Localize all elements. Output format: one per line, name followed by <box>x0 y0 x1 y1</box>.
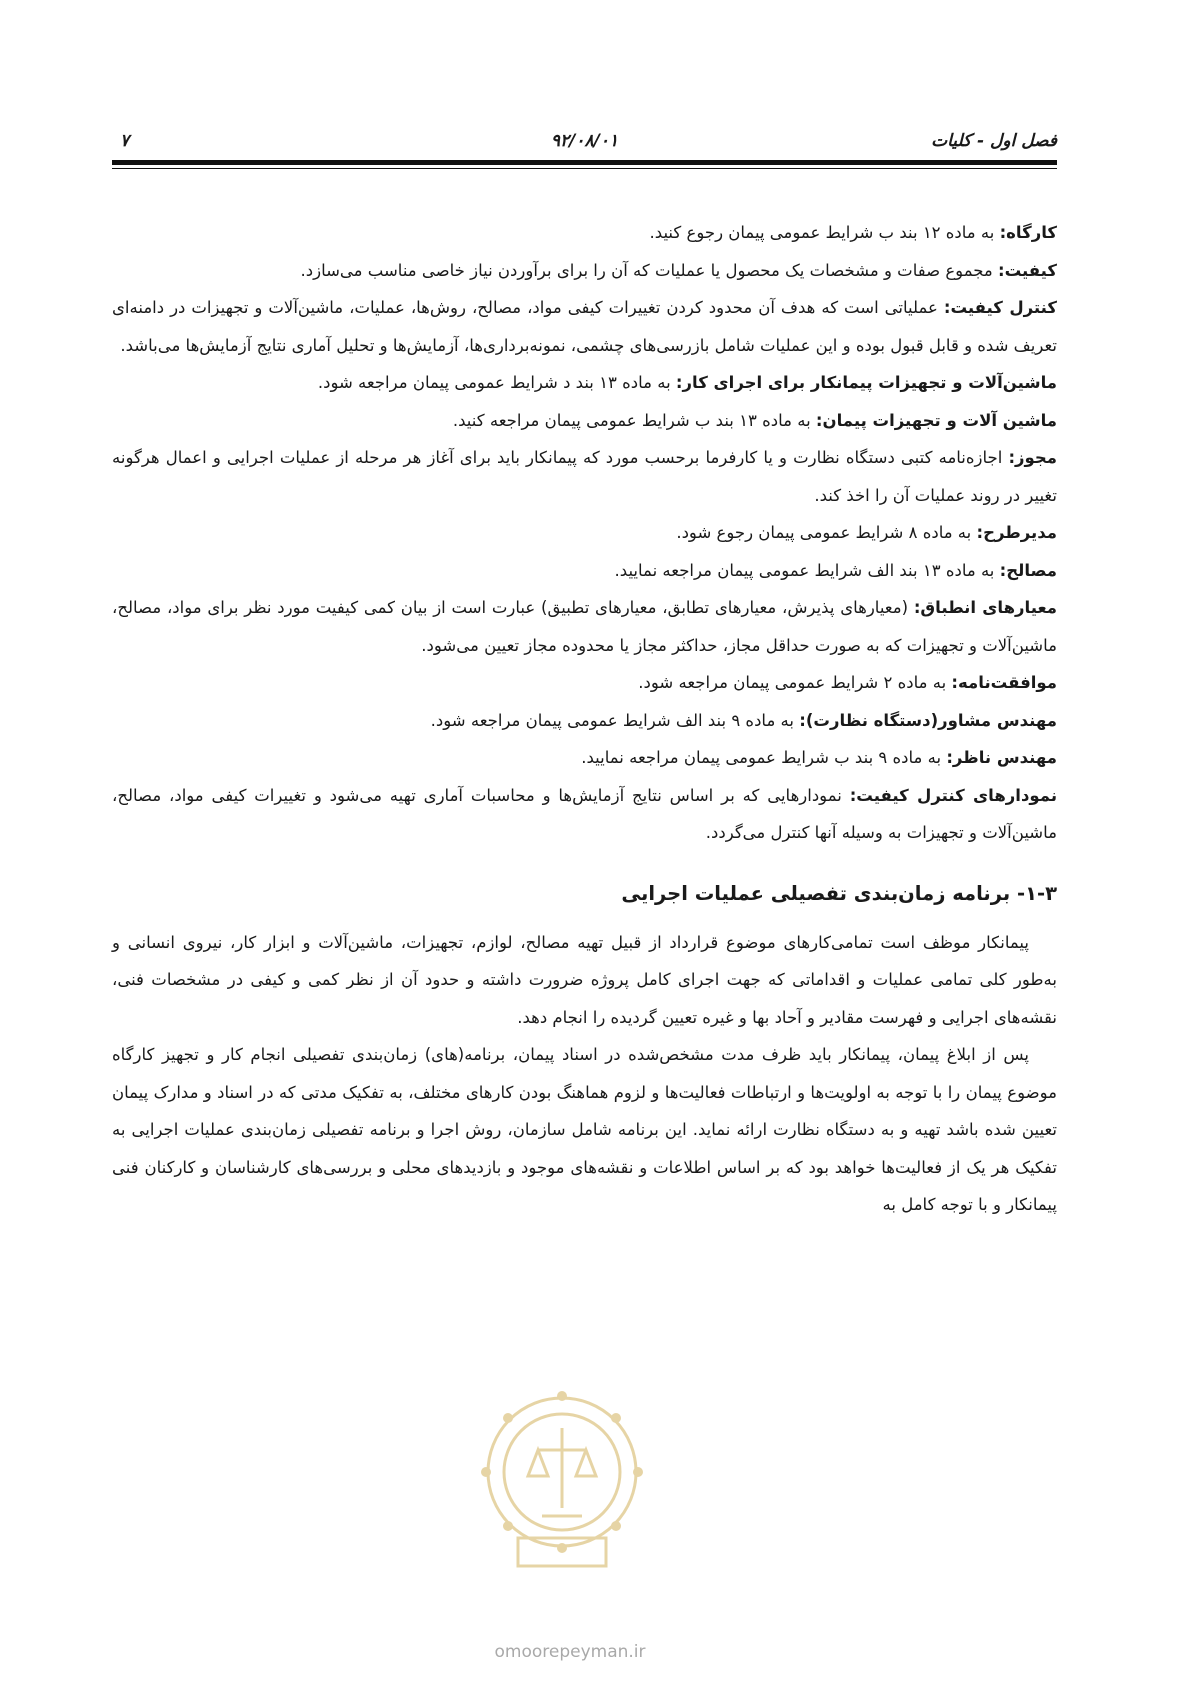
definition-term: مهندس ناظر: <box>946 748 1057 767</box>
header-rule-thick <box>112 160 1057 165</box>
definition-item <box>112 252 1057 290</box>
definition-item <box>112 589 1057 664</box>
definition-text: به ماده ۱۳ بند د شرایط عمومی پیمان مراجعه شود. <box>317 373 676 392</box>
definition-term: مدیرطرح: <box>976 523 1057 542</box>
definition-term: ماشین آلات و تجهیزات پیمان: <box>815 410 1057 430</box>
definition-text: اجازه‌نامه کتبی دستگاه نظارت و یا کارفرما برحسب مورد که پیمانکار باید برای آغاز هر مرحله از عملیات اجرایی و اعمال هرگونه تغییر در روند عملیات آن را اخذ کند. <box>112 448 1057 505</box>
definition-text: نمودارهایی که بر اساس نتایج آزمایش‌ها و محاسبات آماری تهیه می‌شود و تغییرات کیفی مواد، مصالح، ماشین‌آلات و تجهیزات به وسیله آنها کنترل می‌گردد. <box>112 785 1057 842</box>
definition-item <box>112 739 1057 777</box>
document-body <box>112 214 1057 1224</box>
page-header <box>112 128 1057 154</box>
definition-text: به ماده ۲ شرایط عمومی پیمان مراجعه شود. <box>638 673 952 692</box>
definition-text: (معیارهای پذیرش، معیارهای تطابق، معیارهای تطبیق) عبارت است از بیان کمی کیفیت مورد نظر برای مواد، مصالح، ماشین‌آلات و تجهیزات که به صورت حداقل مجاز، حداکثر مجاز یا محدوده مجاز تعیین می‌شود. <box>112 598 1057 655</box>
definition-term: کارگاه: <box>999 223 1057 242</box>
page-number: ۷ <box>120 131 130 151</box>
definition-term: مصالح: <box>999 560 1057 580</box>
seal-watermark-icon <box>478 1388 646 1578</box>
header-date: ۹۲/۰۸/۰۱ <box>550 131 619 151</box>
section-heading: ۱-۳- برنامه زمان‌بندی تفصیلی عملیات اجرایی <box>621 881 1057 905</box>
definition-item <box>112 214 1057 252</box>
definition-term: کنترل کیفیت: <box>943 298 1058 317</box>
definition-term: مهندس مشاور(دستگاه نظارت): <box>799 710 1057 730</box>
definition-text: به ماده ۸ شرایط عمومی پیمان رجوع شود. <box>676 523 977 542</box>
body-paragraph: پس از ابلاغ پیمان، پیمانکار باید ظرف مدت مشخص‌شده در اسناد پیمان، برنامه(های) زمان‌بندی تفصیلی انجام کار و تجهیز کارگاه موضوع پیمان را با توجه به اولویت‌ها و ارتباطات فعالیت‌ها و لزوم هماهنگ بودن کارهای مختلف، به تفکیک مدتی که در اسناد و مدارک پیمان تعیین شده باشد تهیه و به دستگاه نظارت ارائه نماید. این برنامه شامل سازمان، روش اجرا و برنامه تفصیلی زمان‌بندی عملیات اجرایی به تفکیک هر یک از فعالیت‌ها خواهد بود که بر اساس اطلاعات و نقشه‌های موجود و بازدیدهای محلی و بررسی‌های کارشناسان و کارکنان فنی پیمانکار و با توجه کامل به <box>112 1045 1057 1214</box>
definition-text: به ماده ۹ بند الف شرایط عمومی پیمان مراجعه شود. <box>430 710 800 730</box>
definition-term: ماشین‌آلات و تجهیزات پیمانکار برای اجرای کار: <box>675 373 1057 392</box>
definition-item <box>112 402 1057 440</box>
definition-text: به ماده ۹ بند ب شرایط عمومی پیمان مراجعه نمایید. <box>581 748 947 767</box>
watermark-site: omoorepeyman.ir <box>494 1642 646 1662</box>
definition-item <box>112 777 1057 852</box>
body-paragraph: پیمانکار موظف است تمامی‌کارهای موضوع قرارداد از قبیل تهیه مصالح، لوازم، تجهیزات، ماشین‌آلات و ابزار کار، نیروی انسانی و به‌طور کلی تمامی عملیات و اقداماتی که جهت اجرای کامل پروژه ضرورت داشته و حدود آن از نظر کمی و کیفی در مشخصات فنی، نقشه‌های اجرایی و فهرست مقادیر و آحاد بها و غیره تعیین گردیده را انجام دهد. <box>112 932 1057 1027</box>
definition-item <box>112 664 1057 702</box>
definition-item <box>112 514 1057 552</box>
definition-item <box>112 439 1057 514</box>
definition-text: مجموع صفات و مشخصات یک محصول یا عملیات که آن را برای برآوردن نیاز خاصی مناسب می‌سازد. <box>300 260 998 280</box>
definition-text: عملیاتی است که هدف آن محدود کردن تغییرات کیفی مواد، مصالح، روش‌ها، عملیات، ماشین‌آلات و تجهیزات در دامنه‌ای تعریف شده و قابل قبول بوده و این عملیات شامل بازرسی‌های چشمی، نمونه‌برداری‌ها، آزمایش‌ها و تحلیل آماری نتایج آزمایش‌ها می‌باشد. <box>112 298 1057 355</box>
definition-term: کیفیت: <box>997 260 1057 280</box>
definition-item <box>112 289 1057 364</box>
definition-term: نمودارهای کنترل کیفیت: <box>849 785 1058 805</box>
definition-term: موافقت‌نامه: <box>951 673 1057 692</box>
definition-item <box>112 552 1057 590</box>
definition-term: مجوز: <box>1008 448 1057 467</box>
definition-term: معیارهای انطباق: <box>913 598 1057 617</box>
chapter-title: فصل اول - کلیات <box>931 131 1057 151</box>
definition-text: به ماده ۱۲ بند ب شرایط عمومی پیمان رجوع کنید. <box>649 223 1000 242</box>
definition-item <box>112 364 1057 402</box>
definition-text: به ماده ۱۳ بند ب شرایط عمومی پیمان مراجعه کنید. <box>452 410 816 430</box>
definition-item <box>112 702 1057 740</box>
header-rule-thin <box>112 168 1057 169</box>
definition-text: به ماده ۱۳ بند الف شرایط عمومی پیمان مراجعه نمایید. <box>614 560 1000 580</box>
